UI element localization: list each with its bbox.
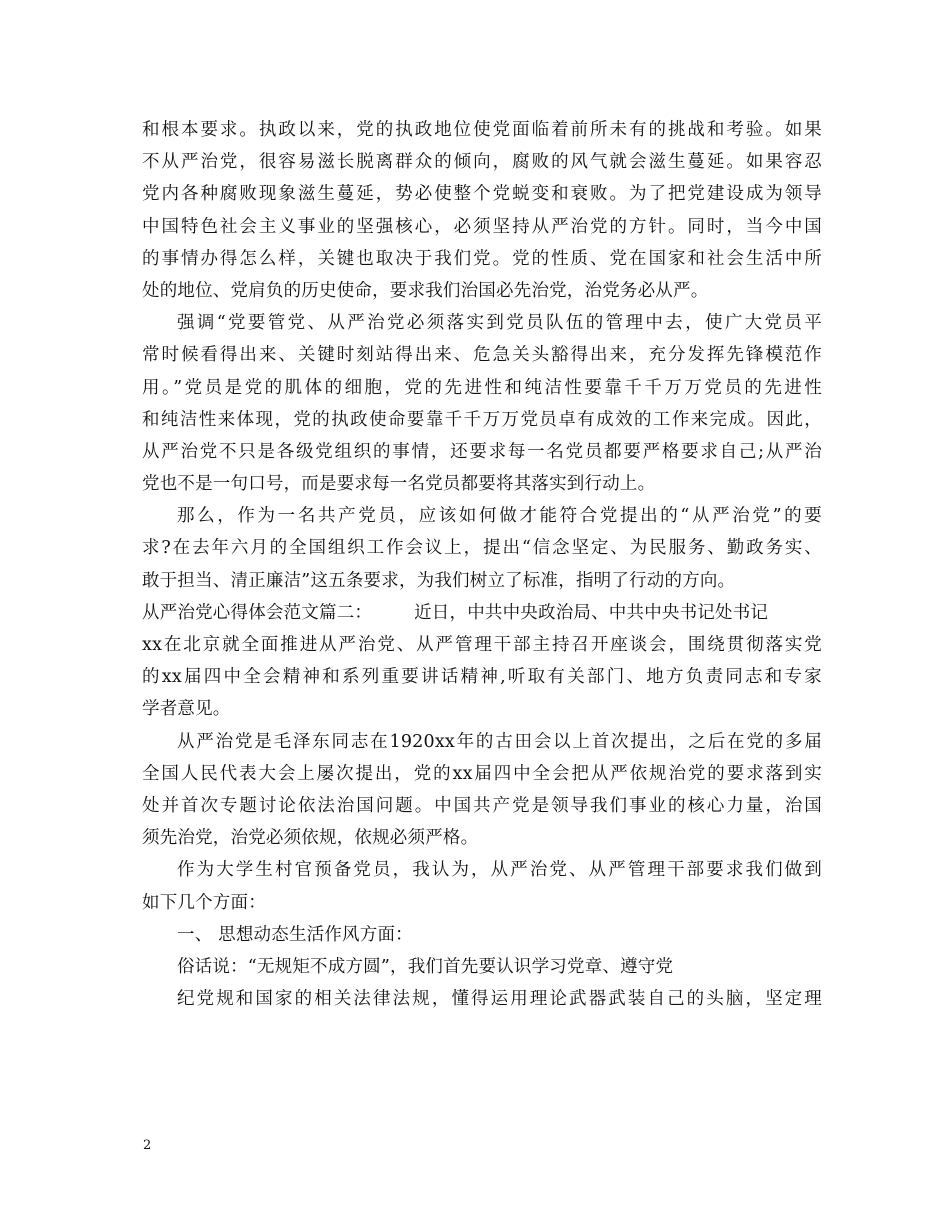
paragraph-line: 全国人民代表大会上屡次提出，党的xx届四中全会把从严依规治党的要求落到实 <box>142 763 822 784</box>
paragraph-line: 处并首次专题讨论依法治国问题。中国共产党是领导我们事业的核心力量，治国 <box>142 795 822 816</box>
paragraph-line: 从严治党是毛泽东同志在1920xx年的古田会以上首次提出，之后在党的多届 <box>177 731 822 752</box>
list-heading-line: 一、 思想动态生活作风方面： <box>177 924 413 945</box>
paragraph-line: xx在北京就全面推进从严治党、从严管理干部主持召开座谈会，围绕贯彻落实党 <box>142 635 822 655</box>
paragraph-line: 强调“党要管党、从严治党必须落实到党员队伍的管理中去，使广大党员平 <box>177 313 822 334</box>
paragraph-line: 党内各种腐败现象滋生蔓延，势必使整个党蜕变和衰败。为了把党建设成为领导 <box>142 184 822 205</box>
paragraph-line: 的xx届四中全会精神和系列重要讲话精神,听取有关部门、地方负责同志和专家 <box>142 667 822 688</box>
paragraph-line: 的事情办得怎么样，关键也取决于我们党。党的性质、党在国家和社会生活中所 <box>142 248 822 269</box>
paragraph-line: 从严治党不只是各级党组织的事情，还要求每一名党员都要严格要求自己;从严治 <box>142 441 822 462</box>
paragraph-line: 和根本要求。执政以来，党的执政地位使党面临着前所未有的挑战和考验。如果 <box>142 120 822 140</box>
page-number: 2 <box>143 1138 152 1153</box>
paragraph-line: 求?在去年六月的全国组织工作会议上，提出“信念坚定、为民服务、勤政务实、 <box>142 538 822 559</box>
paragraph-line: 敢于担当、清正廉洁”这五条要求，为我们树立了标准，指明了行动的方向。 <box>142 570 736 591</box>
document-body <box>142 114 822 1015</box>
paragraph-line: 中国特色社会主义事业的坚强核心，必须坚持从严治党的方针。同时，当今中国 <box>142 216 822 237</box>
paragraph-line: 学者意见。 <box>142 699 231 720</box>
paragraph-line: 党也不是一句口号，而是要求每一名党员都要将其落实到行动上。 <box>142 474 656 495</box>
section-heading-title: 从严治党心得体会范文篇二： <box>142 602 373 623</box>
paragraph-line: 须先治党，治党必须依规，依规必须严格。 <box>142 828 479 849</box>
paragraph-line: 不从严治党，很容易滋长脱离群众的倾向，腐败的风气就会滋生蔓延。如果容忍 <box>142 152 822 173</box>
paragraph-line: 纪党规和国家的相关法律法规，懂得运用理论武器武装自己的头脑，坚定理 <box>177 989 822 1010</box>
paragraph-line: 常时候看得出来、关键时刻站得出来、危急关头豁得出来，充分发挥先锋模范作 <box>142 345 822 366</box>
section-heading-line <box>142 597 822 629</box>
section-heading-text: 近日，中共中央政治局、中共中央书记处书记 <box>414 602 769 623</box>
paragraph-line: 用。”党员是党的肌体的细胞，党的先进性和纯洁性要靠千千万万党员的先进性 <box>142 377 822 398</box>
paragraph-line: 如下几个方面： <box>142 892 266 913</box>
paragraph-line: 作为大学生村官预备党员，我认为，从严治党、从严管理干部要求我们做到 <box>177 860 822 881</box>
paragraph-line: 处的地位、党肩负的历史使命，要求我们治国必先治党，治党务必从严。 <box>142 280 709 301</box>
paragraph-line: 俗话说：“无规矩不成方圆”，我们首先要认识学习党章、遵守党 <box>177 956 674 977</box>
paragraph-line: 和纯洁性来体现，党的执政使命要靠千千万万党员卓有成效的工作来完成。因此， <box>142 409 822 430</box>
paragraph-line: 那么，作为一名共产党员，应该如何做才能符合党提出的“从严治党”的要 <box>177 506 822 527</box>
